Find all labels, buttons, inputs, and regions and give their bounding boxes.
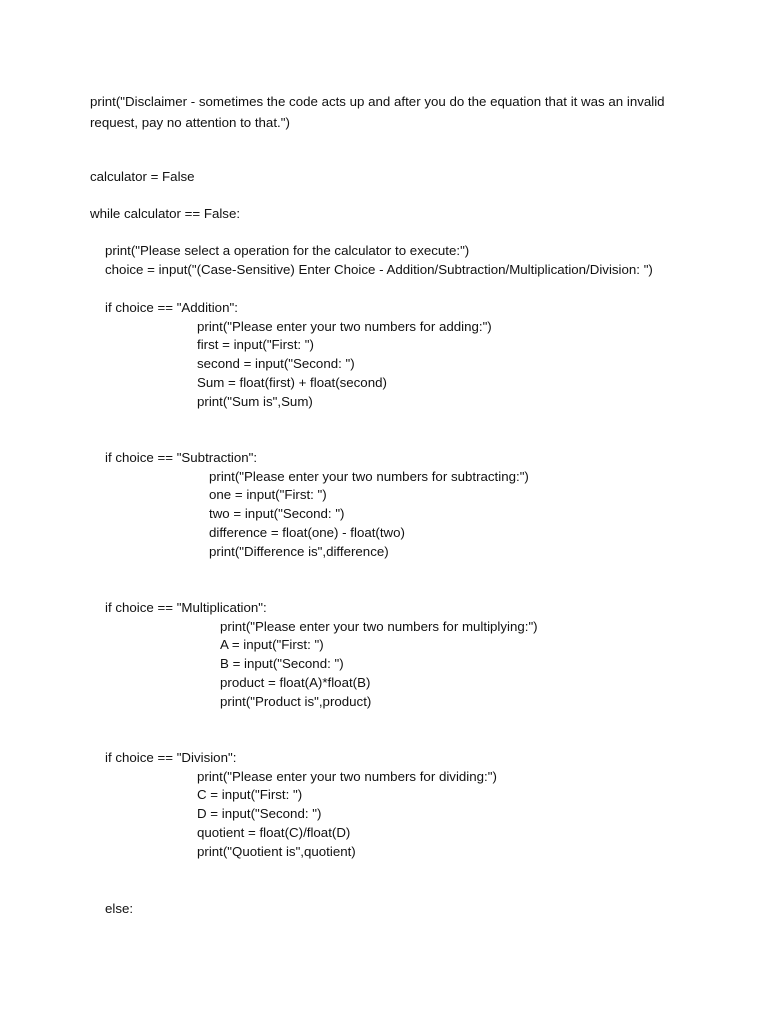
division-body-line: C = input("First: "): [197, 787, 303, 802]
multiplication-condition-line: if choice == "Multiplication":: [105, 600, 267, 615]
choice-input-line: choice = input("(Case-Sensitive) Enter Choice - Addition/Subtraction/Multiplication/Division: "): [105, 262, 653, 277]
subtraction-body-line: difference = float(one) - float(two): [209, 525, 405, 540]
subtraction-body-line: print("Please enter your two numbers for subtracting:"): [209, 469, 529, 484]
addition-body-line: second = input("Second: "): [197, 356, 355, 371]
division-body-line: D = input("Second: "): [197, 806, 322, 821]
multiplication-body-line: A = input("First: "): [220, 637, 324, 652]
subtraction-body-line: two = input("Second: "): [209, 506, 345, 521]
calculator-init-line: calculator = False: [90, 169, 195, 184]
division-body-line: print("Quotient is",quotient): [197, 844, 356, 859]
disclaimer-line: print("Disclaimer - sometimes the code acts up and after you do the equation that it was an invalid request, pay no attention to that."): [90, 94, 665, 130]
subtraction-condition-line: if choice == "Subtraction":: [105, 450, 258, 465]
addition-condition-line: if choice == "Addition":: [105, 300, 238, 315]
else-line: else:: [105, 901, 134, 916]
multiplication-body-line: B = input("Second: "): [220, 656, 344, 671]
addition-body-line: print("Please enter your two numbers for adding:"): [197, 319, 492, 334]
division-condition-line: if choice == "Division":: [105, 750, 237, 765]
prompt-print-line: print("Please select a operation for the calculator to execute:"): [105, 243, 470, 258]
addition-body-line: print("Sum is",Sum): [197, 394, 313, 409]
multiplication-body-line: print("Product is",product): [220, 694, 372, 709]
while-loop-line: while calculator == False:: [90, 206, 241, 221]
division-body-line: print("Please enter your two numbers for dividing:"): [197, 769, 497, 784]
subtraction-body-line: print("Difference is",difference): [209, 544, 389, 559]
subtraction-body-line: one = input("First: "): [209, 487, 327, 502]
multiplication-body-line: product = float(A)*float(B): [220, 675, 371, 690]
addition-body-line: first = input("First: "): [197, 337, 314, 352]
multiplication-body-line: print("Please enter your two numbers for multiplying:"): [220, 619, 538, 634]
division-body-line: quotient = float(C)/float(D): [197, 825, 351, 840]
addition-body-line: Sum = float(first) + float(second): [197, 375, 387, 390]
